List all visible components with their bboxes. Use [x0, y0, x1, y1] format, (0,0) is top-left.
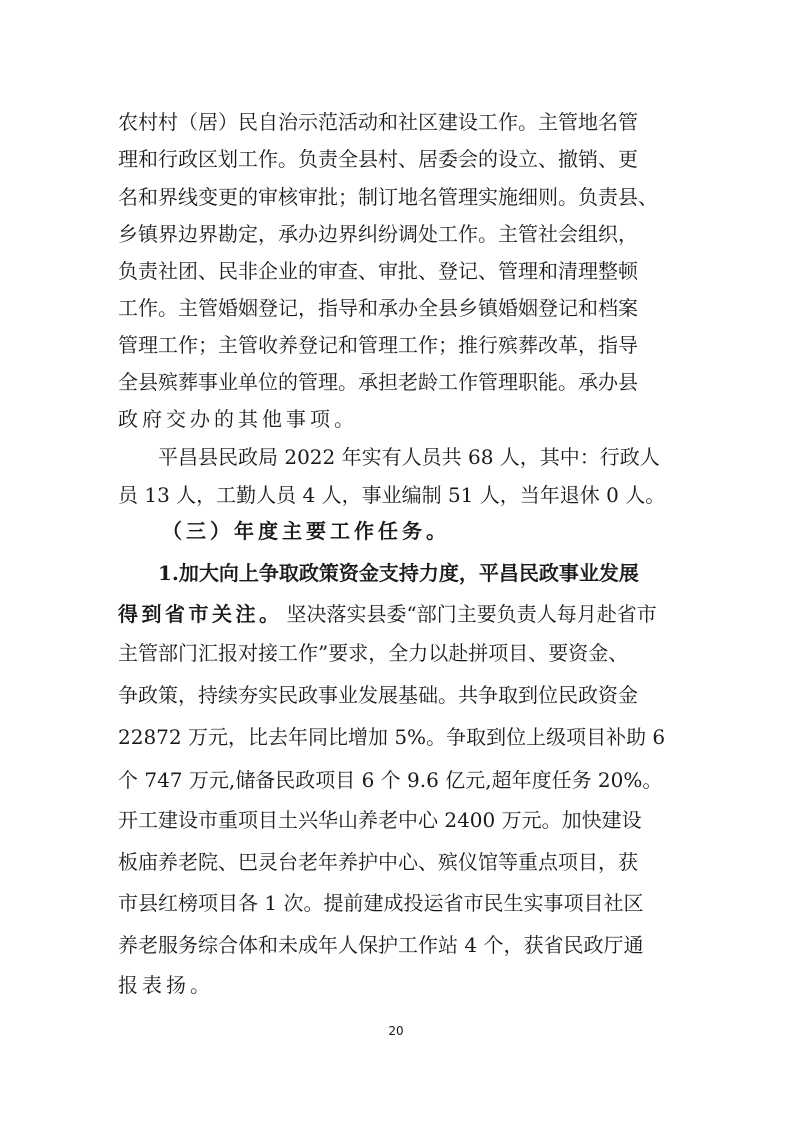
body-line: 管理工作；主管收养登记和管理工作；推行殡葬改革，指导	[118, 333, 638, 357]
body-line: 乡镇界边界勘定，承办边界纠纷调处工作。主管社会组织，	[118, 222, 638, 246]
page-number: 20	[388, 1024, 404, 1038]
subsection-heading: 1.加大向上争取政策资金支持力度，平昌民政事业发展	[158, 561, 639, 585]
section-heading: （三）年度主要工作任务。	[162, 519, 450, 543]
body-line: 名和界线变更的审核审批；制订地名管理实施细则。负责县、	[118, 185, 658, 209]
body-line: 工作。主管婚姻登记，指导和承办全县乡镇婚姻登记和档案	[118, 296, 638, 320]
body-line: 养老服务综合体和未成年人保护工作站 4 个，获省民政厅通	[118, 933, 644, 957]
body-line: 报表扬。	[118, 973, 214, 997]
body-line: 市县红榜项目各 1 次。提前建成投运省市民生实事项目社区	[118, 891, 644, 915]
body-line: 政府交办的其他事项。	[118, 407, 358, 431]
body-line: 主管部门汇报对接工作”要求，全力以赴拼项目、要资金、	[118, 641, 629, 665]
body-line: 负责社团、民非企业的审查、审批、登记、管理和清理整顿	[118, 259, 638, 283]
body-line: 板庙养老院、巴灵台老年养护中心、殡仪馆等重点项目，获	[118, 850, 638, 874]
body-line: 农村村（居）民自治示范活动和社区建设工作。主管地名管	[118, 110, 638, 134]
body-line	[118, 600, 657, 628]
body-line: 争政策，持续夯实民政事业发展基础。共争取到位民政资金	[118, 683, 638, 707]
body-line: 理和行政区划工作。负责全县村、居委会的设立、撤销、更	[118, 147, 638, 171]
body-line: 员 13 人，工勤人员 4 人，事业编制 51 人，当年退休 0 人。	[118, 483, 666, 507]
body-line: 平昌县民政局 2022 年实有人员共 68 人，其中：行政人	[158, 445, 660, 469]
body-line: 开工建设市重项目土兴华山养老中心 2400 万元。加快建设	[118, 808, 642, 832]
body-line: 个 747 万元,储备民政项目 6 个 9.6 亿元,超年度任务 20%。	[118, 768, 663, 792]
subsection-heading-end: 得到省市关注。	[118, 602, 283, 626]
body-line: 全县殡葬事业单位的管理。承担老龄工作管理职能。承办县	[118, 370, 638, 394]
body-text: 坚决落实县委“部门主要负责人每月赴省市	[286, 602, 657, 626]
body-line: 22872 万元，比去年同比增加 5%。争取到位上级项目补助 6	[118, 725, 666, 749]
